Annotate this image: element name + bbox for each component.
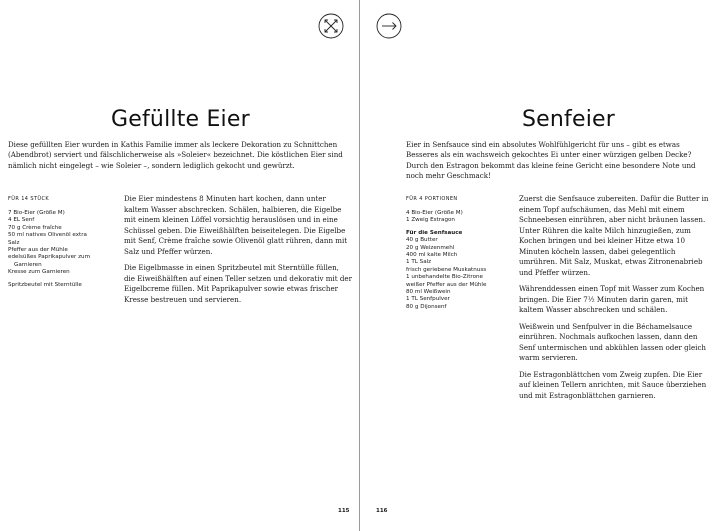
- ingredient-item: Salz: [8, 239, 20, 246]
- portions-label: FÜR 4 PORTIONEN: [406, 196, 458, 202]
- page-number: 115: [338, 508, 350, 514]
- ingredient-item: Spritzbeutel mit Sterntülle: [8, 281, 82, 288]
- ingredient-item: 1 unbehandelte Bio-Zitrone: [406, 274, 483, 281]
- recipe-steps: [124, 194, 352, 311]
- recipe-title: Senfeier: [522, 106, 616, 132]
- crossed-arrows-icon[interactable]: [318, 13, 344, 39]
- ingredient-item: 1 TL Senfpulver: [406, 296, 450, 303]
- ingredient-item: 1 TL Salz: [406, 259, 432, 266]
- ingredient-item: Pfeffer aus der Mühle: [8, 247, 68, 254]
- ingredient-item: 7 Bio-Eier (Größe M): [8, 210, 65, 216]
- ingredient-item: frisch geriebene Muskatnuss: [406, 266, 487, 273]
- ingredient-item: 40 g Butter: [406, 237, 438, 244]
- page-number: 116: [376, 508, 388, 514]
- step-paragraph: Die Estragonblättchen vom Zweig zupfen. Die Eier auf kleinen Tellern anrichten, mit Sauce überziehen und mit Estragonblättchen garnieren.: [519, 369, 707, 400]
- page-gutter: [359, 0, 360, 531]
- recipe-steps: [519, 194, 714, 407]
- ingredient-subheading: Für die Senfsauce: [406, 229, 463, 236]
- portions-label: FÜR 14 STÜCK: [8, 196, 50, 202]
- step-paragraph: Zuerst die Senfsauce zubereiten. Dafür die Butter in einem Topf aufschäumen, das Mehl mit einem Schneebesen einrühren, aber nicht bräunen lassen. Unter Rühren die kalte Milch hinzugießen, zum Kochen bringen und bei kleiner Hitze etwa 10 Minuten köcheln lassen, dabei gelegentlich umrühren. Mit Salz, Muskat, etwas Zitronenabrieb und Pfeffer würzen.: [519, 194, 709, 277]
- ingredient-item: 4 EL Senf: [8, 217, 35, 224]
- ingredient-item: 20 g Weizenmehl: [406, 244, 455, 251]
- ingredient-item: Kresse zum Garnieren: [8, 269, 70, 276]
- step-paragraph: Die Eigelbmasse in einen Spritzbeutel mit Sterntülle füllen, die Eiweißhälften auf einen Teller setzen und dekorativ mit der Eigelbcreme füllen. Mit Paprikapulver sowie etwas frischer Kresse bestreuen und servieren.: [124, 263, 352, 304]
- step-paragraph: Währenddessen einen Topf mit Wasser zum Kochen bringen. Die Eier 7½ Minuten darin garen, mit kaltem Wasser abschrecken und schälen.: [519, 284, 705, 314]
- step-paragraph: Weißwein und Senfpulver in die Béchamelsauce einrühren. Nochmals aufkochen lassen, dann den Senf untermischen und abkühlen lassen oder gleich warm servieren.: [519, 321, 706, 362]
- recipe-title: Gefüllte Eier: [111, 106, 250, 132]
- recipe-intro: Diese gefüllten Eier wurden in Kathis Familie immer als leckere Dekoration zu Schnittchen (Abendbrot) serviert und fälschlicherweise als »Soleier« bezeichnet. Die köstlichen Eier sind nämlich nicht eingelegt – wie Soleier –, sondern lediglich gekocht und gewürzt.: [8, 140, 343, 170]
- ingredient-item: 70 g Crème fraîche: [8, 224, 62, 231]
- ingredient-item: Garnieren: [14, 261, 42, 268]
- step-paragraph: Die Eier mindestens 8 Minuten hart kochen, dann unter kaltem Wasser abschrecken. Schälen, halbieren, die Eigelbe mit einem kleinen Löffel vorsichtig herauslösen und in eine Schüssel geben. Die Eiweißhälften beiseitelegen. Die Eigelbe mit Senf, Crème fraîche sowie Olivenöl glatt rühren, dann mit Salz und Pfeffer würzen.: [124, 194, 348, 256]
- ingredient-item: 400 ml kalte Milch: [406, 252, 458, 259]
- ingredients-list: [406, 210, 518, 311]
- ingredients-list: [8, 210, 120, 289]
- arrow-right-icon[interactable]: [376, 13, 402, 39]
- ingredient-item: weißer Pfeffer aus der Mühle: [406, 281, 487, 288]
- ingredient-item: edelsüßes Paprikapulver zum: [8, 254, 91, 261]
- ingredient-item: 50 ml natives Olivenöl extra: [8, 232, 87, 239]
- ingredient-item: 80 g Dijonsenf: [406, 303, 447, 310]
- ingredient-item: 80 ml Weißwein: [406, 289, 451, 296]
- ingredient-item: 1 Zweig Estragon: [406, 217, 455, 224]
- recipe-intro: Eier in Senfsauce sind ein absolutes Wohlfühlgericht für uns – gibt es etwas Besseres als ein wachsweich gekochtes Ei unter einer würzigen gelben Decke? Durch den Estragon bekommt das kleine feine Gericht eine besondere Note und noch mehr Geschmack!: [406, 140, 696, 180]
- ingredient-item: 4 Bio-Eier (Größe M): [406, 210, 463, 216]
